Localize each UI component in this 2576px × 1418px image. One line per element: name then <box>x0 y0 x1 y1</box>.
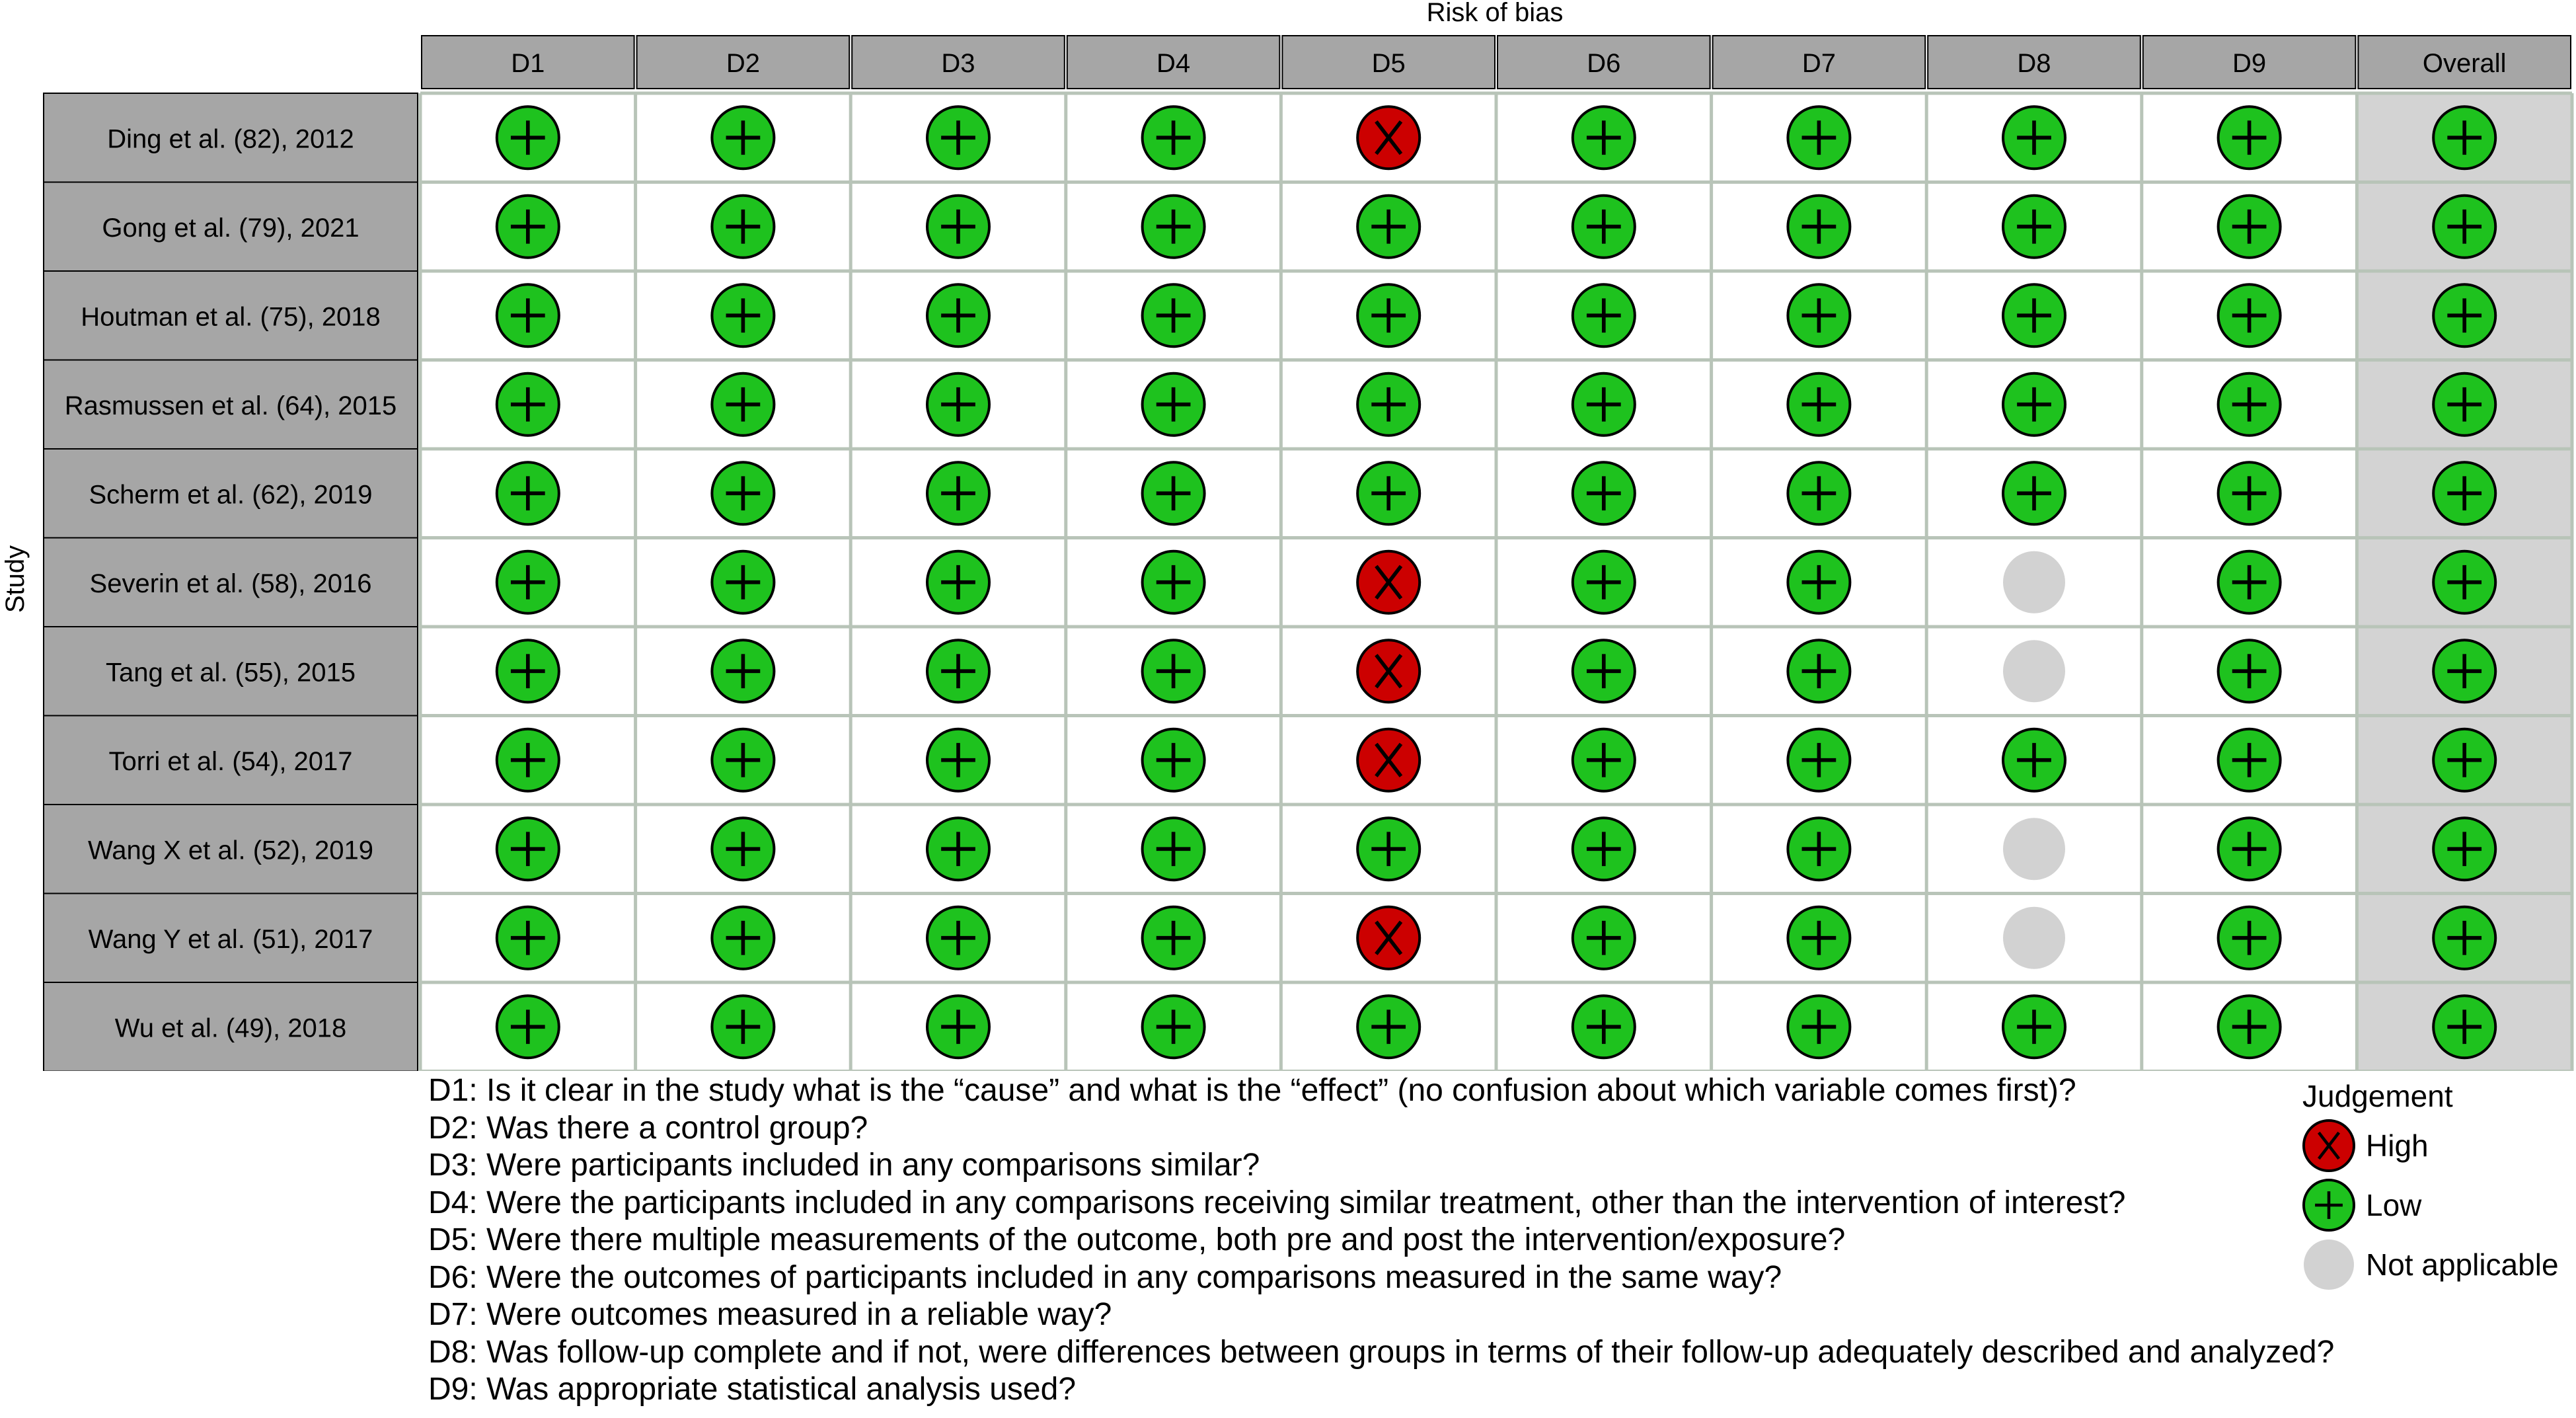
legend-item <box>2293 1175 2571 1235</box>
judgement-low-symbol <box>1573 996 1635 1058</box>
judgement-low-symbol <box>927 729 989 791</box>
judgement-low-symbol <box>1788 551 1850 613</box>
judgement-low-symbol <box>2433 284 2495 346</box>
study-label: Rasmussen et al. (64), 2015 <box>64 391 397 420</box>
judgement-low-symbol <box>1788 462 1850 524</box>
judgement-low-symbol <box>497 640 559 702</box>
legend-item <box>2293 1235 2571 1294</box>
judgement-low-symbol <box>497 729 559 791</box>
judgement-low-symbol <box>1788 907 1850 969</box>
judgement-low-symbol <box>712 106 774 169</box>
column-header-label: D1 <box>511 49 545 78</box>
legend-symbol <box>2293 1175 2366 1235</box>
judgement-low-symbol <box>1143 106 1205 169</box>
column-header-label: D4 <box>1156 49 1191 78</box>
judgement-low-symbol <box>712 996 774 1058</box>
judgement-low-symbol <box>497 996 559 1058</box>
judgement-low-symbol <box>2218 284 2281 346</box>
judgement-low-symbol <box>1573 106 1635 169</box>
judgement-low-symbol <box>2433 996 2495 1058</box>
judgement-low-symbol <box>927 284 989 346</box>
domain-description: D8: Was follow-up complete and if not, were differences between groups in terms of their follow-up adequately described and analyzed? <box>428 1334 2335 1370</box>
judgement-low-symbol <box>2433 462 2495 524</box>
judgement-high-symbol <box>1357 640 1420 702</box>
domain-description: D7: Were outcomes measured in a reliable way? <box>428 1297 1112 1332</box>
domain-description: D1: Is it clear in the study what is the “cause” and what is the “effect” (no confusion about which variable comes first)? <box>428 1073 2076 1108</box>
judgement-low-symbol <box>1573 462 1635 524</box>
judgement-low-symbol <box>1788 640 1850 702</box>
judgement-high-symbol <box>1357 907 1420 969</box>
column-header-label: D2 <box>726 49 760 78</box>
judgement-low-symbol <box>1788 729 1850 791</box>
judgement-low-symbol <box>2433 729 2495 791</box>
judgement-low-symbol <box>2218 374 2281 436</box>
study-label: Ding et al. (82), 2012 <box>107 124 354 154</box>
judgement-low-symbol <box>1357 374 1420 436</box>
legend-symbol <box>2293 1235 2366 1294</box>
judgement-low-symbol <box>712 374 774 436</box>
judgement-low-symbol <box>1788 996 1850 1058</box>
judgement-low-symbol <box>1357 818 1420 880</box>
judgement-low-symbol <box>1573 196 1635 258</box>
legend-high-symbol <box>2304 1121 2354 1171</box>
judgement-low-symbol <box>2218 996 2281 1058</box>
legend-symbol <box>2293 1116 2366 1175</box>
judgement-low-symbol <box>1143 907 1205 969</box>
judgement-low-symbol <box>2218 551 2281 613</box>
judgement-low-symbol <box>497 818 559 880</box>
judgement-legend <box>2293 1076 2571 1294</box>
judgement-low-symbol <box>927 996 989 1058</box>
judgement-low-symbol <box>712 462 774 524</box>
judgement-not-applicable-symbol <box>2003 907 2065 969</box>
legend-low-symbol <box>2304 1180 2354 1230</box>
judgement-low-symbol <box>712 729 774 791</box>
judgement-not-applicable-symbol <box>2003 818 2065 880</box>
judgement-low-symbol <box>927 374 989 436</box>
judgement-high-symbol <box>1357 106 1420 169</box>
judgement-low-symbol <box>497 907 559 969</box>
column-header-label: D8 <box>2017 49 2051 78</box>
judgement-low-symbol <box>1357 284 1420 346</box>
judgement-low-symbol <box>1788 106 1850 169</box>
judgement-low-symbol <box>2003 106 2065 169</box>
judgement-low-symbol <box>1143 551 1205 613</box>
judgement-low-symbol <box>927 818 989 880</box>
judgement-low-symbol <box>2433 106 2495 169</box>
domain-description: D5: Were there multiple measurements of the outcome, both pre and post the intervention/exposure? <box>428 1222 1846 1257</box>
judgement-low-symbol <box>1143 818 1205 880</box>
domain-description: D9: Was appropriate statistical analysis used? <box>428 1372 1077 1407</box>
study-label: Houtman et al. (75), 2018 <box>81 302 381 332</box>
judgement-low-symbol <box>1573 374 1635 436</box>
judgement-low-symbol <box>927 462 989 524</box>
judgement-low-symbol <box>1143 196 1205 258</box>
legend-not-applicable-symbol <box>2304 1240 2354 1290</box>
judgement-low-symbol <box>1573 284 1635 346</box>
domain-description: D4: Were the participants included in any comparisons receiving similar treatment, other than the intervention of interest? <box>428 1185 2126 1220</box>
legend-title: Judgement <box>2302 1079 2453 1113</box>
legend-label: Not applicable <box>2366 1247 2559 1282</box>
column-header-label: D7 <box>1801 49 1836 78</box>
domain-description: D6: Were the outcomes of participants included in any comparisons measured in the same way? <box>428 1259 1782 1295</box>
judgement-low-symbol <box>497 462 559 524</box>
judgement-low-symbol <box>1143 729 1205 791</box>
column-header-label: D9 <box>2232 49 2267 78</box>
column-header-label: D3 <box>941 49 975 78</box>
judgement-low-symbol <box>1143 996 1205 1058</box>
judgement-low-symbol <box>1573 640 1635 702</box>
judgement-low-symbol <box>1143 374 1205 436</box>
judgement-low-symbol <box>1788 374 1850 436</box>
judgement-low-symbol <box>1357 196 1420 258</box>
legend-item <box>2293 1116 2571 1175</box>
judgement-low-symbol <box>2433 551 2495 613</box>
chart-title: Risk of bias <box>1426 0 1564 27</box>
study-label: Scherm et al. (62), 2019 <box>89 480 373 510</box>
judgement-low-symbol <box>2218 729 2281 791</box>
domain-description: D3: Were participants included in any comparisons similar? <box>428 1148 1260 1183</box>
judgement-low-symbol <box>2433 196 2495 258</box>
judgement-low-symbol <box>497 551 559 613</box>
column-header-label: D5 <box>1371 49 1406 78</box>
judgement-low-symbol <box>927 196 989 258</box>
judgement-low-symbol <box>2003 996 2065 1058</box>
judgement-low-symbol <box>497 106 559 169</box>
judgement-low-symbol <box>712 284 774 346</box>
judgement-low-symbol <box>927 640 989 702</box>
study-label: Wang Y et al. (51), 2017 <box>88 924 373 954</box>
judgement-low-symbol <box>927 551 989 613</box>
legend-label: High <box>2366 1128 2429 1163</box>
judgement-low-symbol <box>497 374 559 436</box>
judgement-low-symbol <box>497 196 559 258</box>
judgement-low-symbol <box>2218 196 2281 258</box>
judgement-low-symbol <box>927 106 989 169</box>
judgement-high-symbol <box>1357 551 1420 613</box>
judgement-low-symbol <box>1788 196 1850 258</box>
judgement-low-symbol <box>2218 106 2281 169</box>
judgement-low-symbol <box>2433 818 2495 880</box>
judgement-low-symbol <box>1143 284 1205 346</box>
legend-label: Low <box>2366 1188 2422 1222</box>
judgement-low-symbol <box>1788 284 1850 346</box>
judgement-low-symbol <box>712 551 774 613</box>
judgement-low-symbol <box>2433 907 2495 969</box>
judgement-low-symbol <box>2218 818 2281 880</box>
judgement-low-symbol <box>712 818 774 880</box>
judgement-low-symbol <box>1357 462 1420 524</box>
study-label: Gong et al. (79), 2021 <box>102 213 360 243</box>
judgement-not-applicable-symbol <box>2003 640 2065 702</box>
judgement-low-symbol <box>1788 818 1850 880</box>
column-header-label: D6 <box>1587 49 1621 78</box>
judgement-low-symbol <box>497 284 559 346</box>
judgement-low-symbol <box>1573 818 1635 880</box>
y-axis-label: Study <box>1 545 30 613</box>
judgement-low-symbol <box>2433 640 2495 702</box>
judgement-low-symbol <box>2433 374 2495 436</box>
judgement-low-symbol <box>1573 907 1635 969</box>
judgement-low-symbol <box>2218 462 2281 524</box>
judgement-low-symbol <box>712 196 774 258</box>
domain-descriptions <box>428 1072 2334 1409</box>
judgement-low-symbol <box>2003 374 2065 436</box>
judgement-low-symbol <box>1357 996 1420 1058</box>
judgement-low-symbol <box>1143 640 1205 702</box>
study-label: Wu et al. (49), 2018 <box>114 1013 347 1043</box>
judgement-low-symbol <box>1143 462 1205 524</box>
judgement-low-symbol <box>1573 551 1635 613</box>
judgement-high-symbol <box>1357 729 1420 791</box>
judgement-low-symbol <box>927 907 989 969</box>
study-label: Severin et al. (58), 2016 <box>89 569 372 598</box>
judgement-low-symbol <box>712 907 774 969</box>
judgement-low-symbol <box>1573 729 1635 791</box>
judgement-low-symbol <box>2003 729 2065 791</box>
study-label: Wang X et al. (52), 2019 <box>87 836 374 865</box>
judgement-low-symbol <box>2218 640 2281 702</box>
judgement-low-symbol <box>2218 907 2281 969</box>
judgement-not-applicable-symbol <box>2003 551 2065 613</box>
judgement-low-symbol <box>2003 462 2065 524</box>
domain-description: D2: Was there a control group? <box>428 1110 868 1146</box>
judgement-low-symbol <box>2003 284 2065 346</box>
study-label: Torri et al. (54), 2017 <box>108 746 353 776</box>
column-header-label: Overall <box>2422 49 2507 78</box>
study-label: Tang et al. (55), 2015 <box>105 658 356 688</box>
judgement-low-symbol <box>2003 196 2065 258</box>
judgement-low-symbol <box>712 640 774 702</box>
